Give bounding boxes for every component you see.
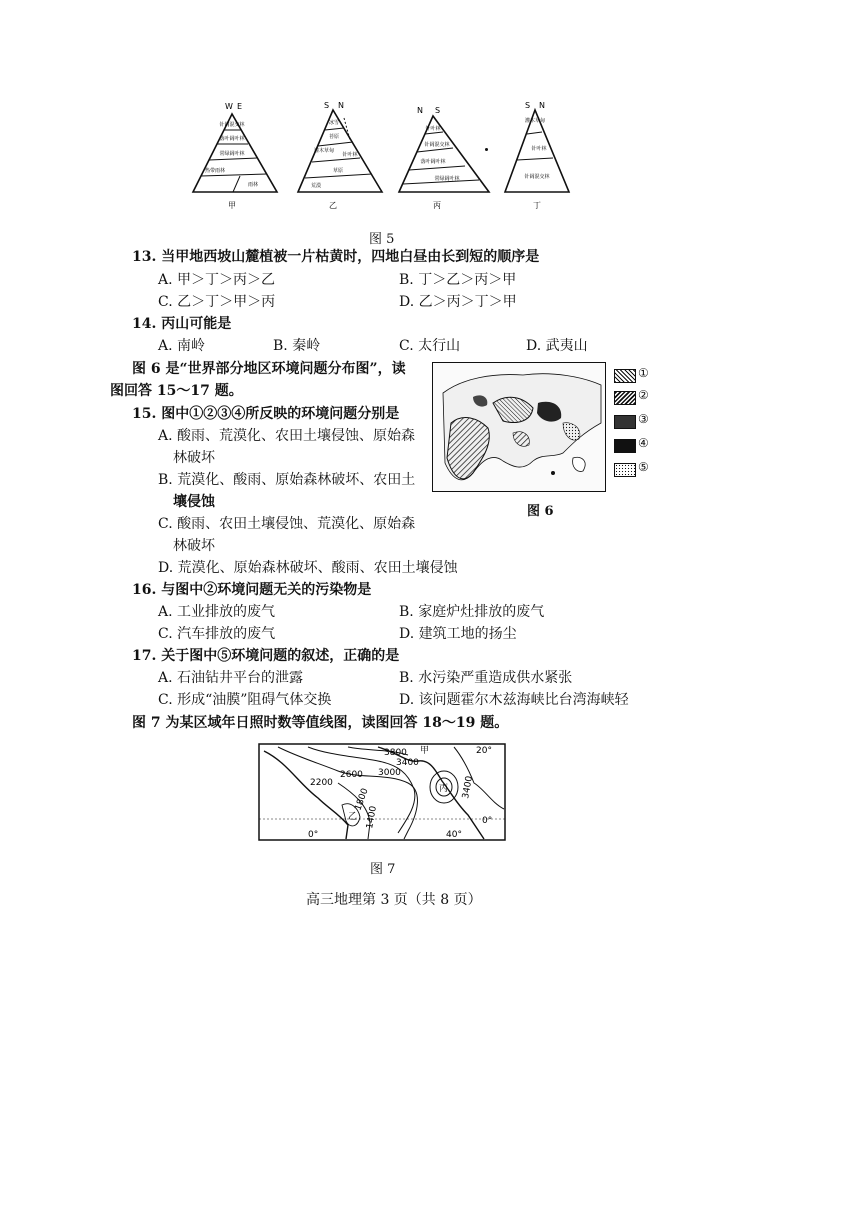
question-17-option-c: C. 形成“油膜”阻碍气体交换	[158, 692, 332, 708]
question-14-stem: 14. 丙山可能是	[132, 316, 232, 332]
direction-label: N	[539, 101, 545, 110]
zone-label: 冰雪	[328, 120, 340, 126]
mountain-diagram-ding	[495, 100, 575, 212]
mountain-diagram-jia	[185, 100, 285, 212]
direction-label: S	[324, 101, 330, 110]
legend-swatch-hatch-2	[614, 391, 636, 405]
figure-5-caption: 图 5	[369, 232, 395, 247]
question-13-option-d: D. 乙＞丙＞丁＞甲	[399, 294, 517, 310]
question-15-stem: 15. 图中①②③④所反映的环境问题分别是	[132, 406, 400, 422]
question-16-option-c: C. 汽车排放的废气	[158, 626, 276, 642]
contour-label: 3400	[461, 775, 475, 800]
question-13-option-c: C. 乙＞丁＞甲＞丙	[158, 294, 276, 310]
contour-label: 2200	[310, 778, 333, 788]
question-14-option-b: B. 秦岭	[273, 338, 321, 354]
question-17-option-b: B. 水污染严重造成供水紧张	[399, 670, 573, 686]
point-label-bing: 丙	[439, 784, 449, 794]
figure-6-legend	[614, 366, 664, 479]
zone-label: 针阔混交林	[424, 142, 450, 148]
direction-label: W	[225, 102, 233, 111]
question-15-option-c-cont: 林破坏	[173, 538, 215, 554]
figure-7-caption: 图 7	[370, 862, 396, 877]
point-label-yi: 乙	[348, 812, 358, 822]
figure-6-caption: 图 6	[527, 504, 554, 519]
legend-swatch-black-4	[614, 439, 636, 453]
question-15-option-b-cont: 壤侵蚀	[173, 494, 215, 510]
contour-label: 1800	[353, 787, 371, 813]
figure-6-intro-line-1: 图 6 是“世界部分地区环境问题分布图”，读	[132, 361, 406, 377]
question-15-option-d: D. 荒漠化、原始森林破坏、酸雨、农田土壤侵蚀	[158, 560, 458, 576]
environment-map	[433, 363, 605, 491]
legend-label-2: ②	[638, 388, 649, 402]
mountain-diagram-bing	[395, 100, 495, 212]
panel-label: 丁	[533, 201, 541, 210]
point-label-jia: 甲	[420, 746, 430, 756]
question-15-option-b: B. 荒漠化、酸雨、原始森林破坏、农田土	[158, 472, 416, 488]
zone-label: 常绿阔叶林	[219, 151, 245, 157]
question-16-option-d: D. 建筑工地的扬尘	[399, 626, 517, 642]
latitude-label: 20°	[476, 746, 492, 756]
legend-swatch-dotted-5	[614, 463, 636, 477]
contour-label: 2600	[340, 770, 363, 780]
question-15-option-c: C. 酸雨、农田土壤侵蚀、荒漠化、原始森	[158, 516, 416, 532]
zone-label: 针叶林	[342, 152, 358, 158]
figure-6-intro-line-2: 图回答 15～17 题。	[110, 383, 243, 399]
page-footer: 高三地理第 3 页（共 8 页）	[306, 892, 482, 908]
direction-label: E	[237, 102, 243, 111]
contour-label: 3400	[396, 758, 419, 768]
figure-5	[185, 100, 575, 215]
panel-label: 丙	[433, 201, 441, 210]
question-13-option-a: A. 甲＞丁＞丙＞乙	[158, 272, 276, 288]
sunshine-isoline-map	[258, 743, 506, 841]
mountain-diagram-yi	[290, 100, 390, 212]
legend-swatch-dark-3	[614, 415, 636, 429]
dot-mark	[485, 148, 488, 151]
zone-label: 热带雨林	[204, 168, 226, 174]
legend-label-5: ⑤	[638, 460, 649, 474]
question-14-option-c: C. 太行山	[399, 338, 461, 354]
question-17-option-d: D. 该问题霍尔木兹海峡比台湾海峡轻	[399, 692, 629, 708]
legend-label-3: ③	[638, 412, 649, 426]
zone-label: 灌木草甸	[313, 148, 335, 154]
zone-label: 针阔混交林	[524, 174, 550, 180]
direction-label: S	[525, 101, 531, 110]
zone-label: 常绿阔叶林	[434, 176, 460, 182]
zone-label: 荒漠	[310, 183, 322, 189]
contour-label: 3800	[384, 748, 407, 758]
direction-label: N	[338, 101, 344, 110]
zone-label: 落叶阔叶林	[420, 159, 446, 165]
question-16-option-b: B. 家庭炉灶排放的废气	[399, 604, 545, 620]
question-14-option-a: A. 南岭	[158, 338, 206, 354]
contour-label: 1400	[365, 805, 379, 830]
figure-7-map	[258, 743, 506, 841]
legend-label-4: ④	[638, 436, 649, 450]
question-13-option-b: B. 丁＞乙＞丙＞甲	[399, 272, 517, 288]
zone-label: 灌木草甸	[524, 118, 546, 124]
question-13-stem: 13. 当甲地西坡山麓植被一片枯黄时，四地白昼由长到短的顺序是	[132, 249, 540, 265]
direction-label: N	[417, 106, 423, 115]
longitude-label: 40°	[446, 830, 462, 840]
zone-label: 雨林	[247, 182, 259, 188]
panel-label: 甲	[228, 201, 236, 210]
zone-label: 落叶阔叶林	[219, 136, 245, 142]
zone-label: 针叶林	[531, 146, 547, 152]
question-15-option-a: A. 酸雨、荒漠化、农田土壤侵蚀、原始森	[158, 428, 416, 444]
zone-label: 草原	[332, 168, 344, 174]
contour-label: 3000	[378, 768, 401, 778]
question-16-option-a: A. 工业排放的废气	[158, 604, 276, 620]
question-14-option-d: D. 武夷山	[526, 338, 588, 354]
zone-label: 针阔混交林	[219, 122, 245, 128]
figure-6-map	[432, 362, 606, 492]
zone-label: 针叶林	[425, 126, 441, 132]
question-15-option-a-cont: 林破坏	[173, 450, 215, 466]
latitude-label: 0°	[482, 816, 493, 826]
legend-swatch-acid-hatch	[614, 369, 636, 383]
legend-label-1: ①	[638, 366, 649, 380]
zone-label: 苔原	[328, 134, 340, 140]
figure-7-intro: 图 7 为某区域年日照时数等值线图，读图回答 18～19 题。	[132, 715, 509, 731]
longitude-label: 0°	[308, 830, 319, 840]
direction-label: S	[435, 106, 441, 115]
question-17-stem: 17. 关于图中⑤环境问题的叙述，正确的是	[132, 648, 400, 664]
question-16-stem: 16. 与图中②环境问题无关的污染物是	[132, 582, 372, 598]
question-17-option-a: A. 石油钻井平台的泄露	[158, 670, 304, 686]
panel-label: 乙	[329, 201, 337, 210]
